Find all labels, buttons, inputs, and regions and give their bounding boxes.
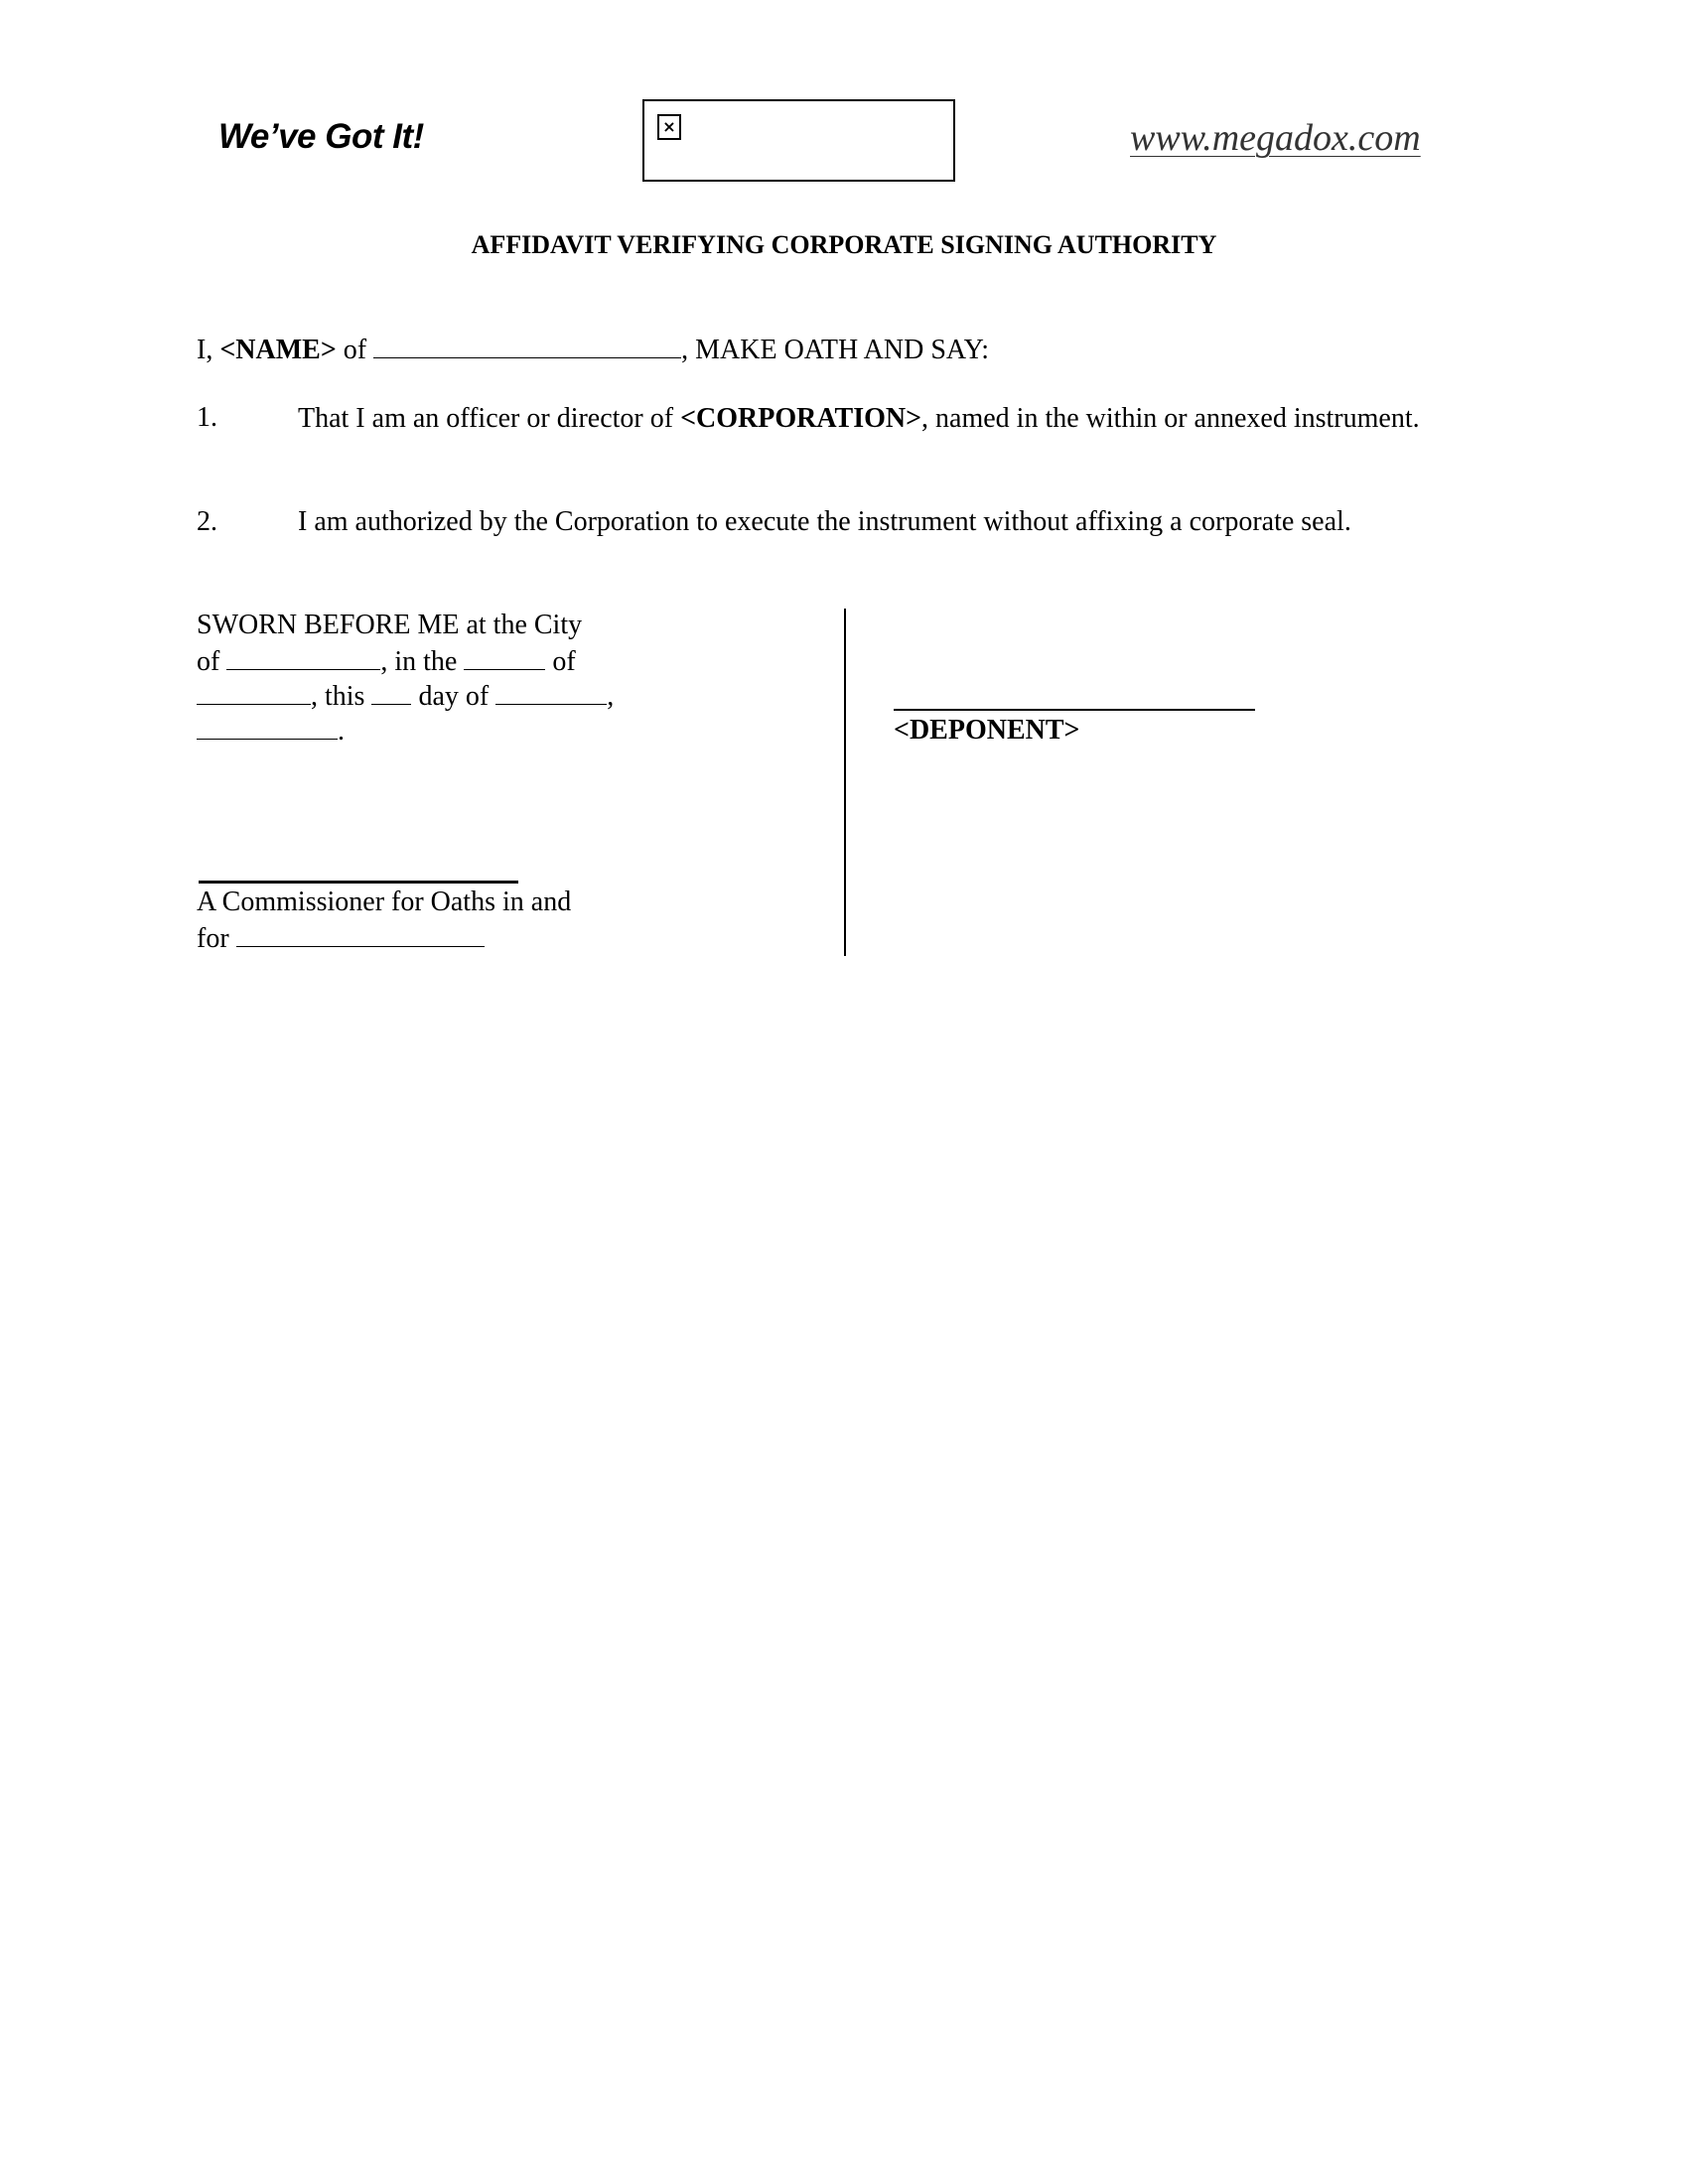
jurat-line-1: SWORN BEFORE ME at the City — [197, 610, 583, 640]
jurat-of: of — [197, 646, 220, 677]
jurat-in-the: , in the — [380, 646, 458, 677]
jurat-line-3 — [197, 678, 633, 714]
jurat-period: . — [338, 716, 345, 747]
commissioner-label: A Commissioner for Oaths in and — [197, 887, 572, 917]
paragraph-2: I am authorized by the Corporation to execute the instrument without affixing a corporate seal. — [298, 506, 1351, 537]
jurisdiction-type-blank[interactable] — [464, 643, 545, 670]
jurisdiction-blank[interactable] — [197, 678, 311, 705]
oath-prefix: I, — [197, 335, 213, 365]
paragraph-number: 2. — [197, 506, 217, 537]
day-blank[interactable] — [371, 678, 411, 705]
commissioner-jurisdiction-blank[interactable] — [236, 920, 485, 947]
jurat-comma: , — [607, 681, 615, 712]
jurat-of-2: of — [552, 646, 576, 677]
commissioner-for-line — [197, 920, 633, 956]
website-link[interactable]: www.megadox.com — [1130, 117, 1421, 159]
month-blank[interactable] — [495, 678, 607, 705]
paragraph-number: 1. — [197, 402, 217, 433]
deponent-label: <DEPONENT> — [894, 715, 1080, 746]
jurat-this: , this — [311, 681, 365, 712]
address-blank[interactable] — [373, 332, 681, 358]
oath-of: of — [343, 335, 367, 365]
column-divider — [844, 609, 846, 956]
corporation-placeholder: <CORPORATION> — [680, 403, 922, 434]
oath-suffix: , MAKE OATH AND SAY: — [681, 335, 989, 365]
document-title: AFFIDAVIT VERIFYING CORPORATE SIGNING AUTHORITY — [471, 230, 1217, 259]
broken-image-icon: × — [657, 114, 681, 140]
oath-line — [197, 332, 989, 367]
paragraph-1-text-after: , named in the within or annexed instrument. — [921, 403, 1420, 434]
commissioner-signature-line[interactable] — [199, 881, 518, 884]
name-placeholder: <NAME> — [219, 335, 337, 365]
paragraph-1-text-before: That I am an officer or director of — [298, 403, 674, 434]
jurat-day-of: day of — [418, 681, 490, 712]
paragraph-1 — [298, 401, 1489, 436]
city-blank[interactable] — [226, 643, 380, 670]
deponent-signature-line[interactable] — [894, 709, 1255, 711]
logo-placeholder — [642, 99, 955, 182]
year-blank[interactable] — [197, 713, 338, 740]
tagline: We’ve Got It! — [218, 117, 424, 156]
jurat-for: for — [197, 923, 229, 954]
jurat-line-2 — [197, 643, 633, 679]
jurat-line-4 — [197, 713, 633, 749]
